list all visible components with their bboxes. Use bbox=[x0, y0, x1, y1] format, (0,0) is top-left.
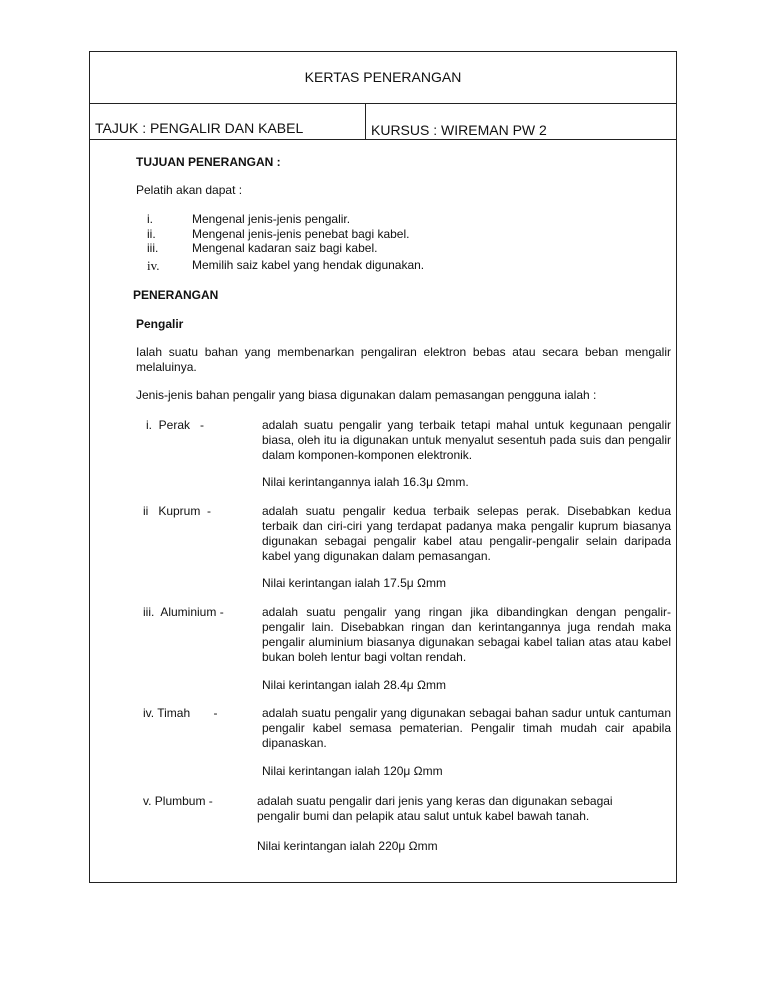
material-description: adalah suatu pengalir dari jenis yang keras dan digunakan sebagai pengalir bumi dan pelapik atau salut untuk kabel bawah tanah. bbox=[257, 794, 613, 823]
document-title: KERTAS PENERANGAN bbox=[89, 51, 677, 104]
material-label: v. Plumbum - bbox=[143, 794, 213, 808]
material-resistance: Nilai kerintangan ialah 220μ Ωmm bbox=[257, 839, 438, 853]
penerangan-heading: PENERANGAN bbox=[133, 288, 219, 302]
tujuan-heading: TUJUAN PENERANGAN : bbox=[136, 155, 281, 169]
materials-intro: Jenis-jenis bahan pengalir yang biasa digunakan dalam pemasangan pengguna ialah : bbox=[136, 388, 597, 402]
document-frame bbox=[89, 51, 677, 883]
objective-text: Mengenal kadaran saiz bagi kabel. bbox=[192, 241, 378, 255]
objective-number: ii. bbox=[147, 227, 156, 241]
material-description: adalah suatu pengalir yang terbaik tetapi mahal untuk kegunaan pengalir biasa, oleh itu ia digunakan untuk menyalut sesentuh pada suis dan pengalir dalam komponen-komponen elektronik. bbox=[262, 418, 671, 462]
pengalir-subheading: Pengalir bbox=[136, 317, 184, 331]
material-resistance: Nilai kerintangan ialah 28.4μ Ωmm bbox=[262, 678, 446, 692]
objective-number: iii. bbox=[147, 241, 159, 255]
material-label: ii Kuprum - bbox=[143, 504, 212, 518]
material-resistance: Nilai kerintangan ialah 120μ Ωmm bbox=[262, 764, 443, 778]
material-resistance: Nilai kerintangannya ialah 16.3μ Ωmm. bbox=[262, 475, 469, 489]
material-description: adalah suatu pengalir kedua terbaik selepas perak. Disebabkan kedua terbaik dan ciri-ciri yang terdapat padanya maka pengalir kuprum biasanya digunakan sebagai pengalir kabel atau pengalir-pengalir selain daripada kabel yang digunakan dalam pemasangan. bbox=[262, 504, 671, 563]
material-label: i. Perak - bbox=[146, 418, 205, 432]
material-label: iii. Aluminium - bbox=[143, 605, 224, 619]
header-row bbox=[89, 103, 677, 140]
objective-text: Mengenal jenis-jenis penebat bagi kabel. bbox=[192, 227, 410, 241]
tajuk-label: TAJUK : PENGALIR DAN KABEL bbox=[95, 120, 304, 136]
pengalir-definition: Ialah suatu bahan yang membenarkan pengaliran elektron bebas atau secara beban mengalir melaluinya. bbox=[136, 345, 671, 374]
objective-text: Memilih saiz kabel yang hendak digunakan. bbox=[192, 258, 425, 272]
material-description: adalah suatu pengalir yang ringan jika dibandingkan dengan pengalir-pengalir lain. Disebabkan ringan dan kerintangannya juga rendah maka pengalir aluminium biasanya digunakan sebagai kabel talian atas atau kabel bukan boleh lentur bagi voltan rendah. bbox=[262, 605, 671, 664]
material-description: adalah suatu pengalir yang digunakan sebagai bahan sadur untuk cantuman pengalir kabel semasa pematerian. Pengalir timah mudah cair apabila dipanaskan. bbox=[262, 706, 671, 750]
material-resistance: Nilai kerintangan ialah 17.5μ Ωmm bbox=[262, 576, 446, 590]
objective-text: Mengenal jenis-jenis pengalir. bbox=[192, 212, 351, 226]
tujuan-intro: Pelatih akan dapat : bbox=[136, 183, 243, 197]
material-label: iv. Timah - bbox=[143, 706, 218, 720]
objective-number: i. bbox=[147, 212, 153, 226]
header-divider bbox=[365, 103, 366, 139]
objective-number: iv. bbox=[147, 258, 160, 273]
kursus-label: KURSUS : WIREMAN PW 2 bbox=[371, 122, 547, 138]
